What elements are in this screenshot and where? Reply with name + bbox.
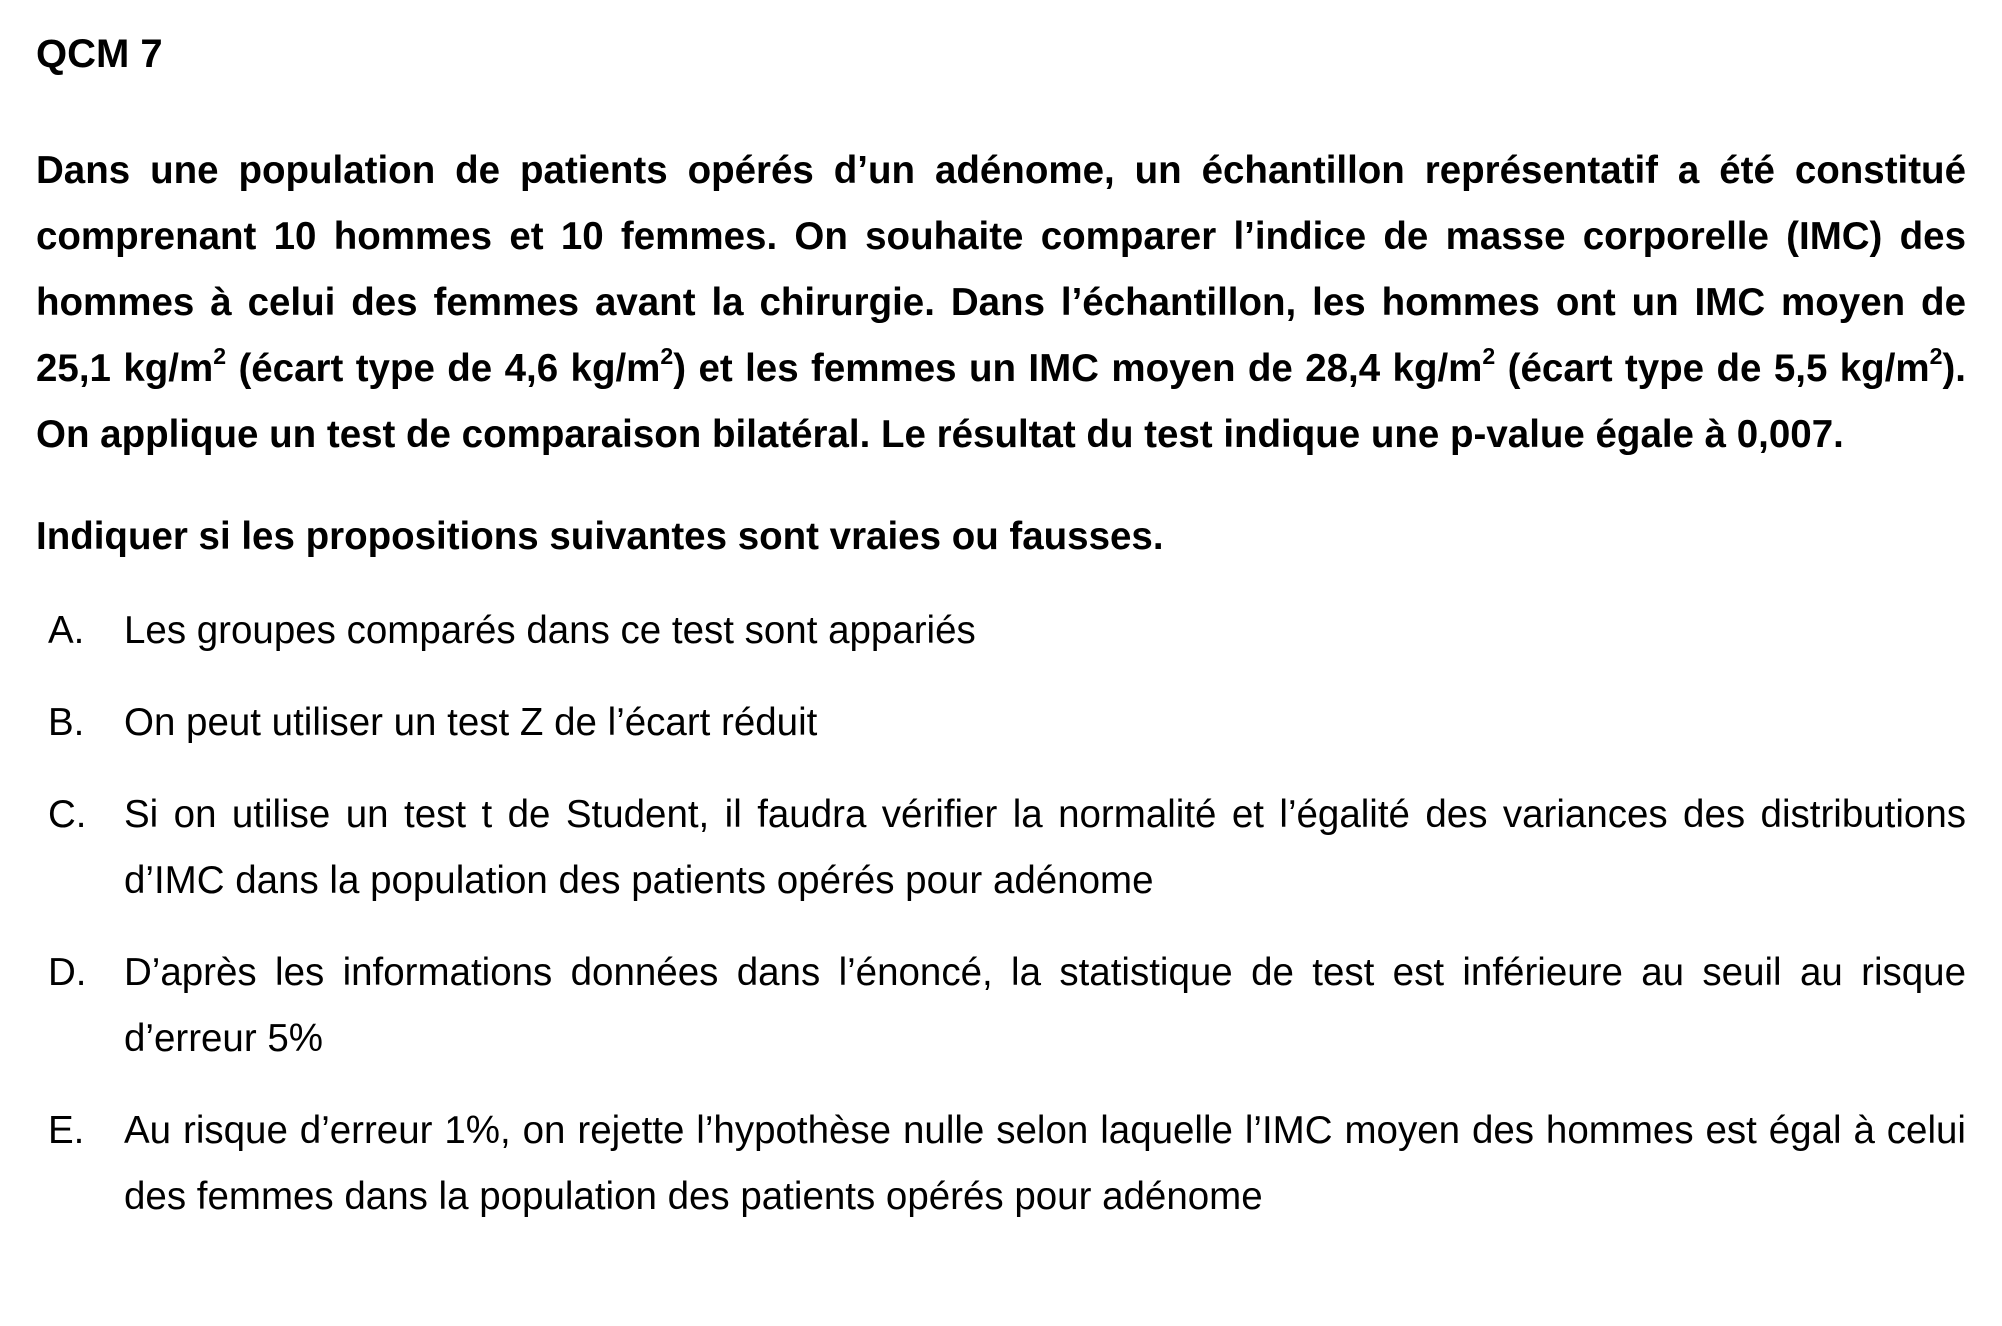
option-b <box>36 690 1966 756</box>
option-e <box>36 1098 1966 1230</box>
option-c <box>36 782 1966 914</box>
option-text: Les groupes comparés dans ce test sont appariés <box>124 609 976 652</box>
option-text: Si on utilise un test t de Student, il faudra vérifier la normalité et l’égalité des variances des distributions d’IMC dans la population des patients opérés pour adénome <box>124 793 1966 902</box>
option-letter: C. <box>48 793 87 836</box>
options-list <box>36 598 1966 1230</box>
statement-part: ) et les femmes un IMC moyen de 28,4 kg/m <box>673 347 1483 390</box>
option-letter: E. <box>48 1109 85 1152</box>
superscript: 2 <box>1482 342 1496 369</box>
option-letter: D. <box>48 951 87 994</box>
question-title: QCM 7 <box>36 32 163 76</box>
statement-part: ). On applique un test de comparaison bilatéral. Le résultat du test indique une p-value égale à 0,007. <box>36 347 1966 456</box>
superscript: 2 <box>1929 342 1943 369</box>
instruction: Indiquer si les propositions suivantes sont vraies ou fausses. <box>36 515 1164 558</box>
option-text: Au risque d’erreur 1%, on rejette l’hypothèse nulle selon laquelle l’IMC moyen des hommes est égal à celui des femmes dans la population des patients opérés pour adénome <box>124 1109 1966 1218</box>
question-statement <box>36 138 1966 468</box>
statement-part: (écart type de 5,5 kg/m <box>1495 347 1930 390</box>
statement-part: (écart type de 4,6 kg/m <box>226 347 661 390</box>
superscript: 2 <box>660 342 674 369</box>
option-text: On peut utiliser un test Z de l’écart réduit <box>124 701 818 744</box>
option-letter: B. <box>48 701 85 744</box>
option-a <box>36 598 1966 664</box>
qcm-document <box>36 22 1966 1256</box>
statement-part: Dans une population de patients opérés d’un adénome, un échantillon représentatif a été constitué comprenant 10 hommes et 10 femmes. On souhaite comparer l’indice de masse corporelle (IMC) des hommes à celui des femmes avant la chirurgie. Dans l’échantillon, les hommes ont un IMC moyen de 25,1 kg/m <box>36 149 1966 390</box>
option-letter: A. <box>48 609 85 652</box>
superscript: 2 <box>213 342 227 369</box>
option-text: D’après les informations données dans l’énoncé, la statistique de test est inférieure au seuil au risque d’erreur 5% <box>124 951 1966 1060</box>
option-d <box>36 940 1966 1072</box>
